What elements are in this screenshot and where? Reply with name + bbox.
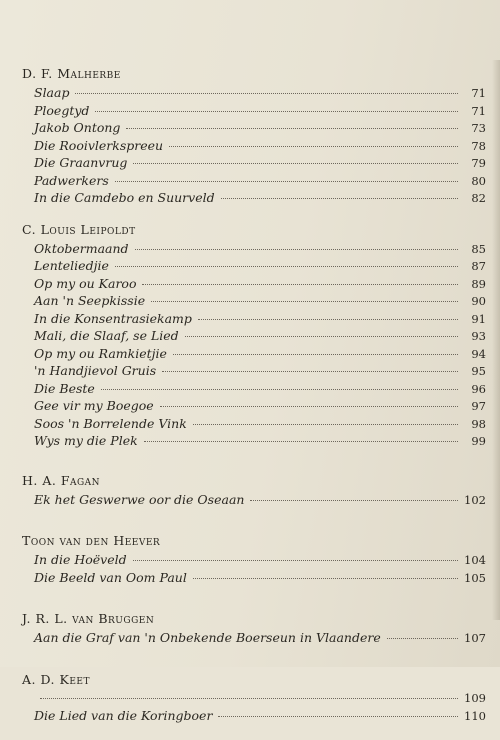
toc-entry [22,103,486,121]
entry-page: 95 [471,364,486,378]
entry-title: Wys my die Plek [34,433,138,448]
dot-leader [218,716,458,717]
entry-title: Aan die Graf van 'n Onbekende Boerseun in Vlaandere [34,630,381,645]
entry-page: 73 [471,121,486,135]
toc-entry [22,85,486,103]
toc-entry [22,363,486,381]
entry-title: Die Rooivlerkspreeu [34,137,164,153]
entry-page: 93 [471,329,486,343]
toc-entry [22,691,486,709]
toc-entry [22,433,486,451]
author-heading: Toon van den Heever [22,533,161,548]
dot-leader [160,406,458,407]
dot-leader [40,698,458,699]
entry-page: 80 [471,173,486,188]
entry-title: Oktobermaand [34,240,129,256]
toc-entry [22,708,486,726]
dot-leader [126,128,458,129]
toc-entry [22,492,486,510]
entry-title: Die Beste [34,380,95,396]
entry-page: 71 [471,86,486,100]
entry-title: Jakob Ontong [34,120,121,135]
section-malherbe [22,66,486,208]
entry-title: Gee vir my Boegoe [34,398,154,413]
dot-leader [162,371,458,372]
author-heading: H. A. Fagan [22,472,101,488]
toc-entry [22,570,486,588]
entry-page: 90 [471,294,486,308]
toc-entry [22,120,486,138]
entry-page: 109 [464,690,486,705]
section-fagan [22,473,486,510]
toc-entry [22,552,486,570]
entry-title: Slaap [34,85,70,100]
entry-title: Ploegtyd [34,102,90,118]
dot-leader [151,301,458,302]
section-leipoldt [22,222,486,451]
entry-title: Die Beeld van Oom Paul [34,569,187,585]
entry-page: 79 [471,156,486,170]
entry-page: 98 [471,416,486,431]
dot-leader [95,111,458,112]
entry-title: Die Graanvrug [34,155,128,170]
toc-entry [22,138,486,156]
dot-leader [193,578,458,579]
dot-leader [135,249,458,250]
dot-leader [185,336,458,337]
entry-title: In die Camdebo en Suurveld [34,190,215,205]
entry-page: 107 [464,631,486,645]
section-keet [22,672,486,726]
page-edge-shadow [492,60,500,620]
entry-title: In die Konsentrasiekamp [34,310,192,326]
entry-title: Aan 'n Seepkissie [34,293,146,308]
entry-title: Mali, die Slaaf, se Lied [34,328,179,343]
entry-page: 105 [464,570,486,585]
toc-entry [22,276,486,294]
author-heading: A. D. Keet [22,671,90,687]
entry-title: Soos 'n Borrelende Vink [34,415,187,431]
toc-entry [22,241,486,259]
toc-entry [22,328,486,346]
entry-page: 110 [464,709,486,723]
dot-leader [133,560,458,561]
toc-entry [22,155,486,173]
toc-entry [22,190,486,208]
entry-title: Ek het Geswerwe oor die Oseaan [34,491,245,507]
toc-entry [22,346,486,364]
entry-title: In die Hoëveld [34,552,127,567]
author-heading: J. R. L. van Bruggen [22,611,155,626]
entry-page: 96 [471,381,486,396]
entry-title: Padwerkers [34,172,109,188]
dot-leader [169,146,458,147]
dot-leader [198,319,458,320]
entry-page: 78 [471,138,486,153]
entry-page: 94 [471,346,486,361]
entry-page: 82 [471,191,486,205]
dot-leader [101,389,458,390]
dot-leader [115,266,458,267]
toc-entry [22,381,486,399]
toc-entry [22,311,486,329]
section-van-bruggen [22,611,486,648]
dot-leader [193,424,458,425]
entry-title: Die Lied van die Koringboer [34,708,213,723]
dot-leader [221,198,458,199]
toc-entry [22,416,486,434]
dot-leader [144,441,458,442]
dot-leader [75,93,458,94]
author-heading: C. Louis Leipoldt [22,221,136,237]
entry-page: 102 [464,492,486,507]
entry-page: 87 [471,259,486,273]
toc-entry [22,293,486,311]
dot-leader [142,284,458,285]
toc-entry [22,258,486,276]
entry-page: 97 [471,399,486,413]
section-van-den-heever [22,533,486,587]
entry-page: 104 [464,553,486,567]
entry-page: 99 [471,434,486,448]
entry-title: Op my ou Karoo [34,275,137,291]
dot-leader [387,638,458,639]
table-of-contents [22,66,486,740]
toc-entry [22,173,486,191]
dot-leader [250,500,458,501]
dot-leader [115,181,458,182]
toc-entry [22,398,486,416]
entry-title: Lenteliedjie [34,258,109,273]
entry-title: 'n Handjievol Gruis [34,363,157,378]
toc-entry [22,630,486,648]
entry-page: 89 [471,276,486,291]
entry-title: Op my ou Ramkietjie [34,345,167,361]
dot-leader [133,163,458,164]
author-heading: D. F. Malherbe [22,66,121,81]
entry-page: 71 [471,103,486,118]
entry-page: 85 [471,241,486,256]
dot-leader [173,354,458,355]
entry-page: 91 [471,311,486,326]
